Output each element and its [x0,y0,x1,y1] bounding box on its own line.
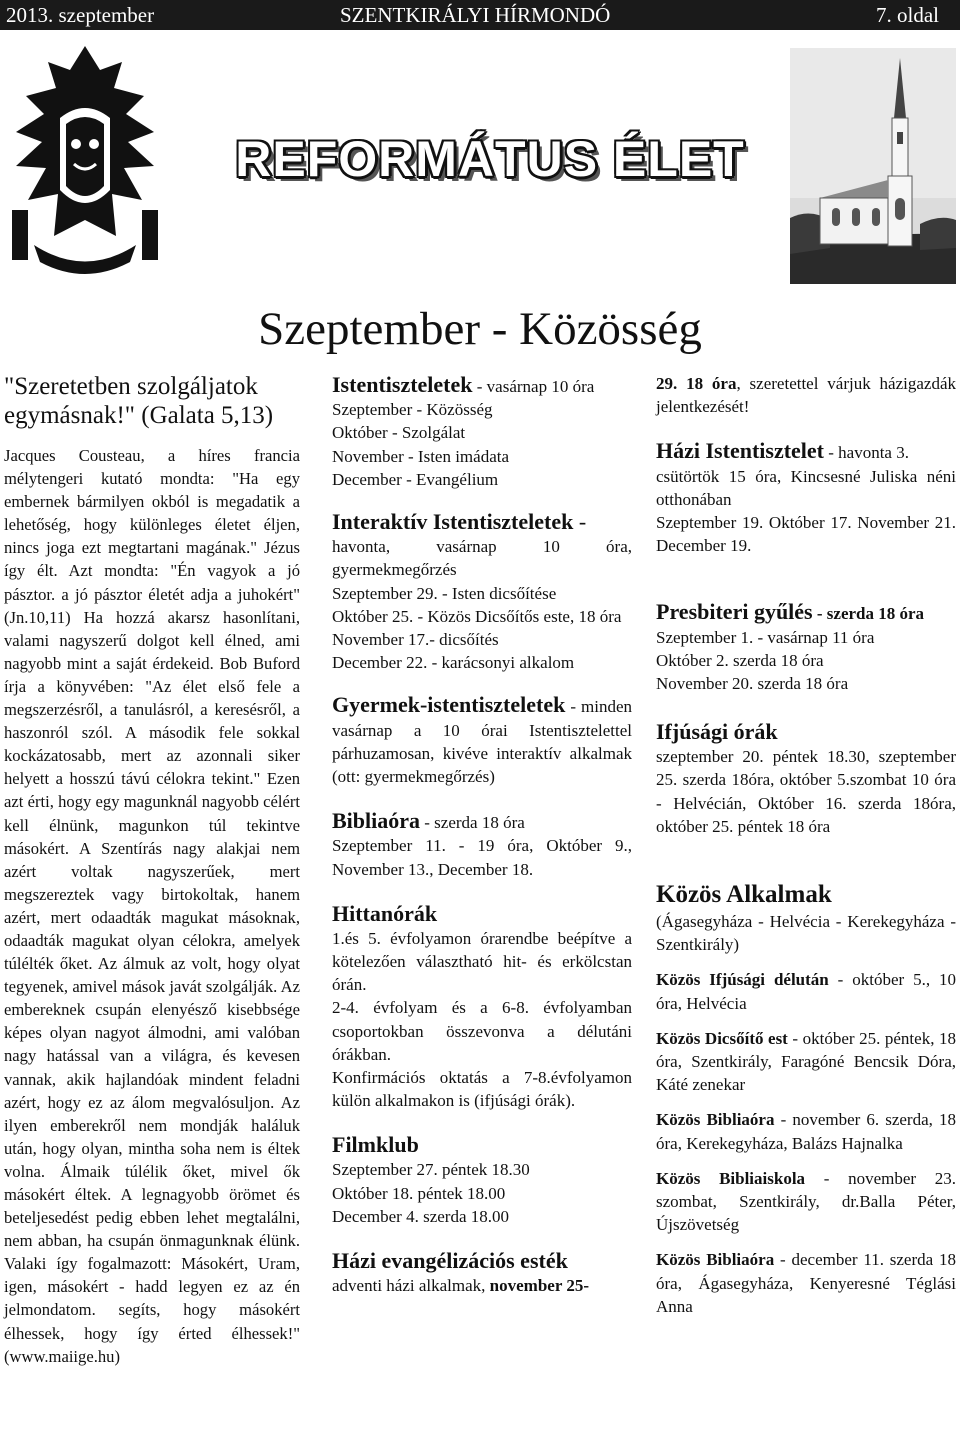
presbiteri-line: Szeptember 1. - vasárnap 11 óra [656,627,875,647]
hazi-evang-text-bold: november 25- [489,1276,589,1296]
istentisztelet-line: December - Evangélium [332,469,499,489]
kozos-item-title: Közös Ifjúsági délután [656,970,829,990]
interaktiv-line: November 17.- dicsőítés [332,630,499,650]
header-newspaper: SZENTKIRÁLYI HÍRMONDÓ [340,3,611,27]
kozos-item-title: Közös Bibliaóra [656,1250,775,1270]
main-title: Szeptember - Közösség [258,303,702,355]
page-header [0,0,960,30]
kozos-item-title: Közös Bibliaóra [656,1110,775,1130]
section-hazi-isten [656,438,956,557]
interaktiv-line: December 22. - karácsonyi alkalom [332,653,575,673]
hazi-evang-heading: Házi evangélizációs esték [332,1248,568,1274]
column-events [332,372,632,1297]
continuation-text: , szeretettel várjuk házigazdák jelentkezését! [656,374,956,417]
column-article [4,372,300,1368]
kozos-heading: Közös Alkalmak [656,881,832,909]
kozos-item [656,1027,956,1097]
hazi-isten-dates: Szeptember 19. Október 17. November 21. December 19. [656,513,956,556]
article-body: Jacques Cousteau, a híres francia mélytengeri kutató mondta: "Ha egy embernek bármilyen okból is megadatik a lehetőség, hogy különleges életet éljen, nincs joga ezt megtartani magának." Jézus így élt. Azt mondta: "Én vagyok a jó pásztor. a jó pásztor életét adja a juhokért" (Jn.10,11) Ha hozzá akarsz hasonlítani, valami nagyszerű dolgot kell élned, ami nagyobb mint a saját érdekeid. Bob Buford írja a könyvében: "Az élet első fele a megszerzésről, a tanulásról, a keresésről, a haszonról szól. A második fele sokkal kockázatosabb, mert az azonnali siker helyett a hosszú távú célokra tekint." Ezen azt érti, hogy egy magunknál nagyobb célért kell élnünk, magunkon túl tekintve másokért. A Szentírás nagy alakjai nem azért voltak nagyszerűek, mert megszereztek vagy birtokoltak, hanem azért, mert odaadták magukat másoknak, odaadták magukat olyan célokra, amelyek túlélték őket. Az álmuk az volt, hogy olyat tegyenek, amivel mások javát szolgálják. Az embereknek csupán elenyésző kisebbsége képes olyan nagyot álmodni, ami valóban nagy hatással van a világra, és kevesen vannak, akik hajlandóak mindent feladni azért, hogy ez az álom megvalósuljon. Az ilyen emberekről nem mondják haláluk után, hogy olyan, mintha soha nem is éltek volna. Álmaik túlélik őket, mivel ők másokért éltek. A legnagyobb örömet és beteljesedést pedig ebben lehet megtalálni, nem abban, ha csupán önmagunknak élünk. Valaki így fogalmazott: Másokért, Uram, igen, másokért - hadd legyen ez az én jelmondatom. segíts, hogy másokért élhessek, hogy így érted élhessek!" (www.maiige.hu) [4,446,300,1366]
section-filmklub [332,1132,632,1228]
kozos-item [656,968,956,1014]
kozos-item-title: Közös Bibliaiskola [656,1168,806,1188]
kozos-item-title: Közös Dicsőítő est [656,1028,788,1048]
istentisztelet-line: Október - Szolgálat [332,423,466,443]
kozos-item [656,1167,956,1237]
istentisztelet-heading: Istentiszteletek [332,372,473,397]
section-interaktiv [332,509,632,674]
continuation-bold: 29. 18 óra [656,374,737,393]
section-gyermek [332,692,632,788]
hazi-isten-text: csütörtök 15 óra, Kincsesné Juliska néni otthonában [656,466,956,509]
section-istentisztelet [332,372,632,491]
filmklub-line: Szeptember 27. péntek 18.30 [332,1160,530,1180]
kozos-text: (Ágasegyháza - Helvécia - Kerekegyháza - Szentkirály) [656,912,956,955]
gyermek-heading: Gyermek-istentiszteletek [332,692,566,718]
hittan-paragraph: 2-4. évfolyam és a 6-8. évfolyamban csoportokban összevonva a délutáni órákban. [332,998,632,1064]
hittan-paragraph: Konfirmációs oktatás a 7-8.évfolyamon külön alkalmakon is (ifjúsági órák). [332,1068,632,1111]
header-page: 7. oldal [876,3,939,27]
hittan-heading: Hittanórák [332,900,438,926]
istentisztelet-suffix: - vasárnap 10 óra [472,377,595,396]
filmklub-line: December 4. szerda 18.00 [332,1206,510,1226]
istentisztelet-line: November - Isten imádata [332,446,510,466]
ifjusagi-text: szeptember 20. péntek 18.30, szeptember 25. szerda 18óra, október 5.szombat 10 óra - Helvécián, Október 16. szerda 18óra, október 25. péntek 18 óra [656,747,956,836]
interaktiv-line: Szeptember 29. - Isten dicsőítése [332,583,557,603]
section-continuation [656,372,956,418]
kozos-item [656,1108,956,1154]
biblia-heading: Bibliaóra [332,808,421,834]
kozos-item-text: - november 23. szombat, Szentkirály, dr.Balla Péter, Újszövetség [656,1168,956,1235]
biblia-suffix: - szerda 18 óra [420,813,525,833]
hazi-isten-suffix: - havonta 3. [824,443,909,463]
presbiteri-line: Október 2. szerda 18 óra [656,650,824,670]
presbiteri-suffix: - szerda 18 óra [812,604,925,624]
interaktiv-heading: Interaktív Istentiszteletek [332,509,574,535]
istentisztelet-line: Szeptember - Közösség [332,400,493,420]
church-photo [790,48,956,284]
biblia-text: Szeptember 11. - 19 óra, Október 9., November 13., December 18. [332,836,632,879]
section-kozos [656,880,956,1318]
section-presbiteri [656,599,956,695]
kozos-item-text: - november 6. szerda, 18 óra, Kerekegyháza, Balázs Hajnalka [656,1110,956,1153]
hittan-paragraph: 1.és 5. évfolyamon órarendbe beépítve a kötelezően választható hit- és erkölcstan órán. [332,928,632,995]
ifjusagi-heading: Ifjúsági órák [656,719,778,745]
article-title: "Szeretetben szolgáljatok egymásnak!" (Galata 5,13) [4,373,274,429]
presbiteri-line: November 20. szerda 18 óra [656,674,849,694]
column-more-events [656,372,956,1318]
gyermek-text: - minden vasárnap a 10 órai Istentisztelettel párhuzamosan, kivéve interaktív alkalmak (ott: gyermekmegőrzés) [332,697,632,787]
section-hittan [332,901,632,1113]
filmklub-line: Október 18. péntek 18.00 [332,1183,506,1203]
reformed-church-coat-of-arms [4,40,166,280]
kozos-item [656,1248,956,1318]
presbiteri-heading: Presbiteri gyűlés [656,599,813,625]
interaktiv-line: Október 25. - Közös Dicsőítős este, 18 óra [332,606,622,626]
header-date: 2013. szeptember [6,3,155,27]
interaktiv-suffix: - [573,509,587,535]
interaktiv-text: havonta, vasárnap 10 óra, gyermekmegőrzés [332,537,632,580]
kozos-item-text: - október 25. péntek, 18 óra, Szentkirály, Faragóné Bencsik Dóra, Káté zenekar [656,1028,956,1095]
kozos-item-text: - október 5., 10 óra, Helvécia [656,970,956,1013]
section-ifjusagi [656,719,956,838]
section-hazi-evang [332,1248,632,1297]
filmklub-heading: Filmklub [332,1132,419,1158]
section-biblia [332,808,632,881]
hazi-evang-text: adventi házi alkalmak, [332,1276,490,1296]
banner-title: REFORMÁTUS ÉLET [235,131,745,187]
hazi-isten-heading: Házi Istentisztelet [656,438,824,464]
kozos-item-text: - december 11. szerda 18 óra, Ágasegyháza, Kenyeresné Téglási Anna [656,1250,956,1316]
